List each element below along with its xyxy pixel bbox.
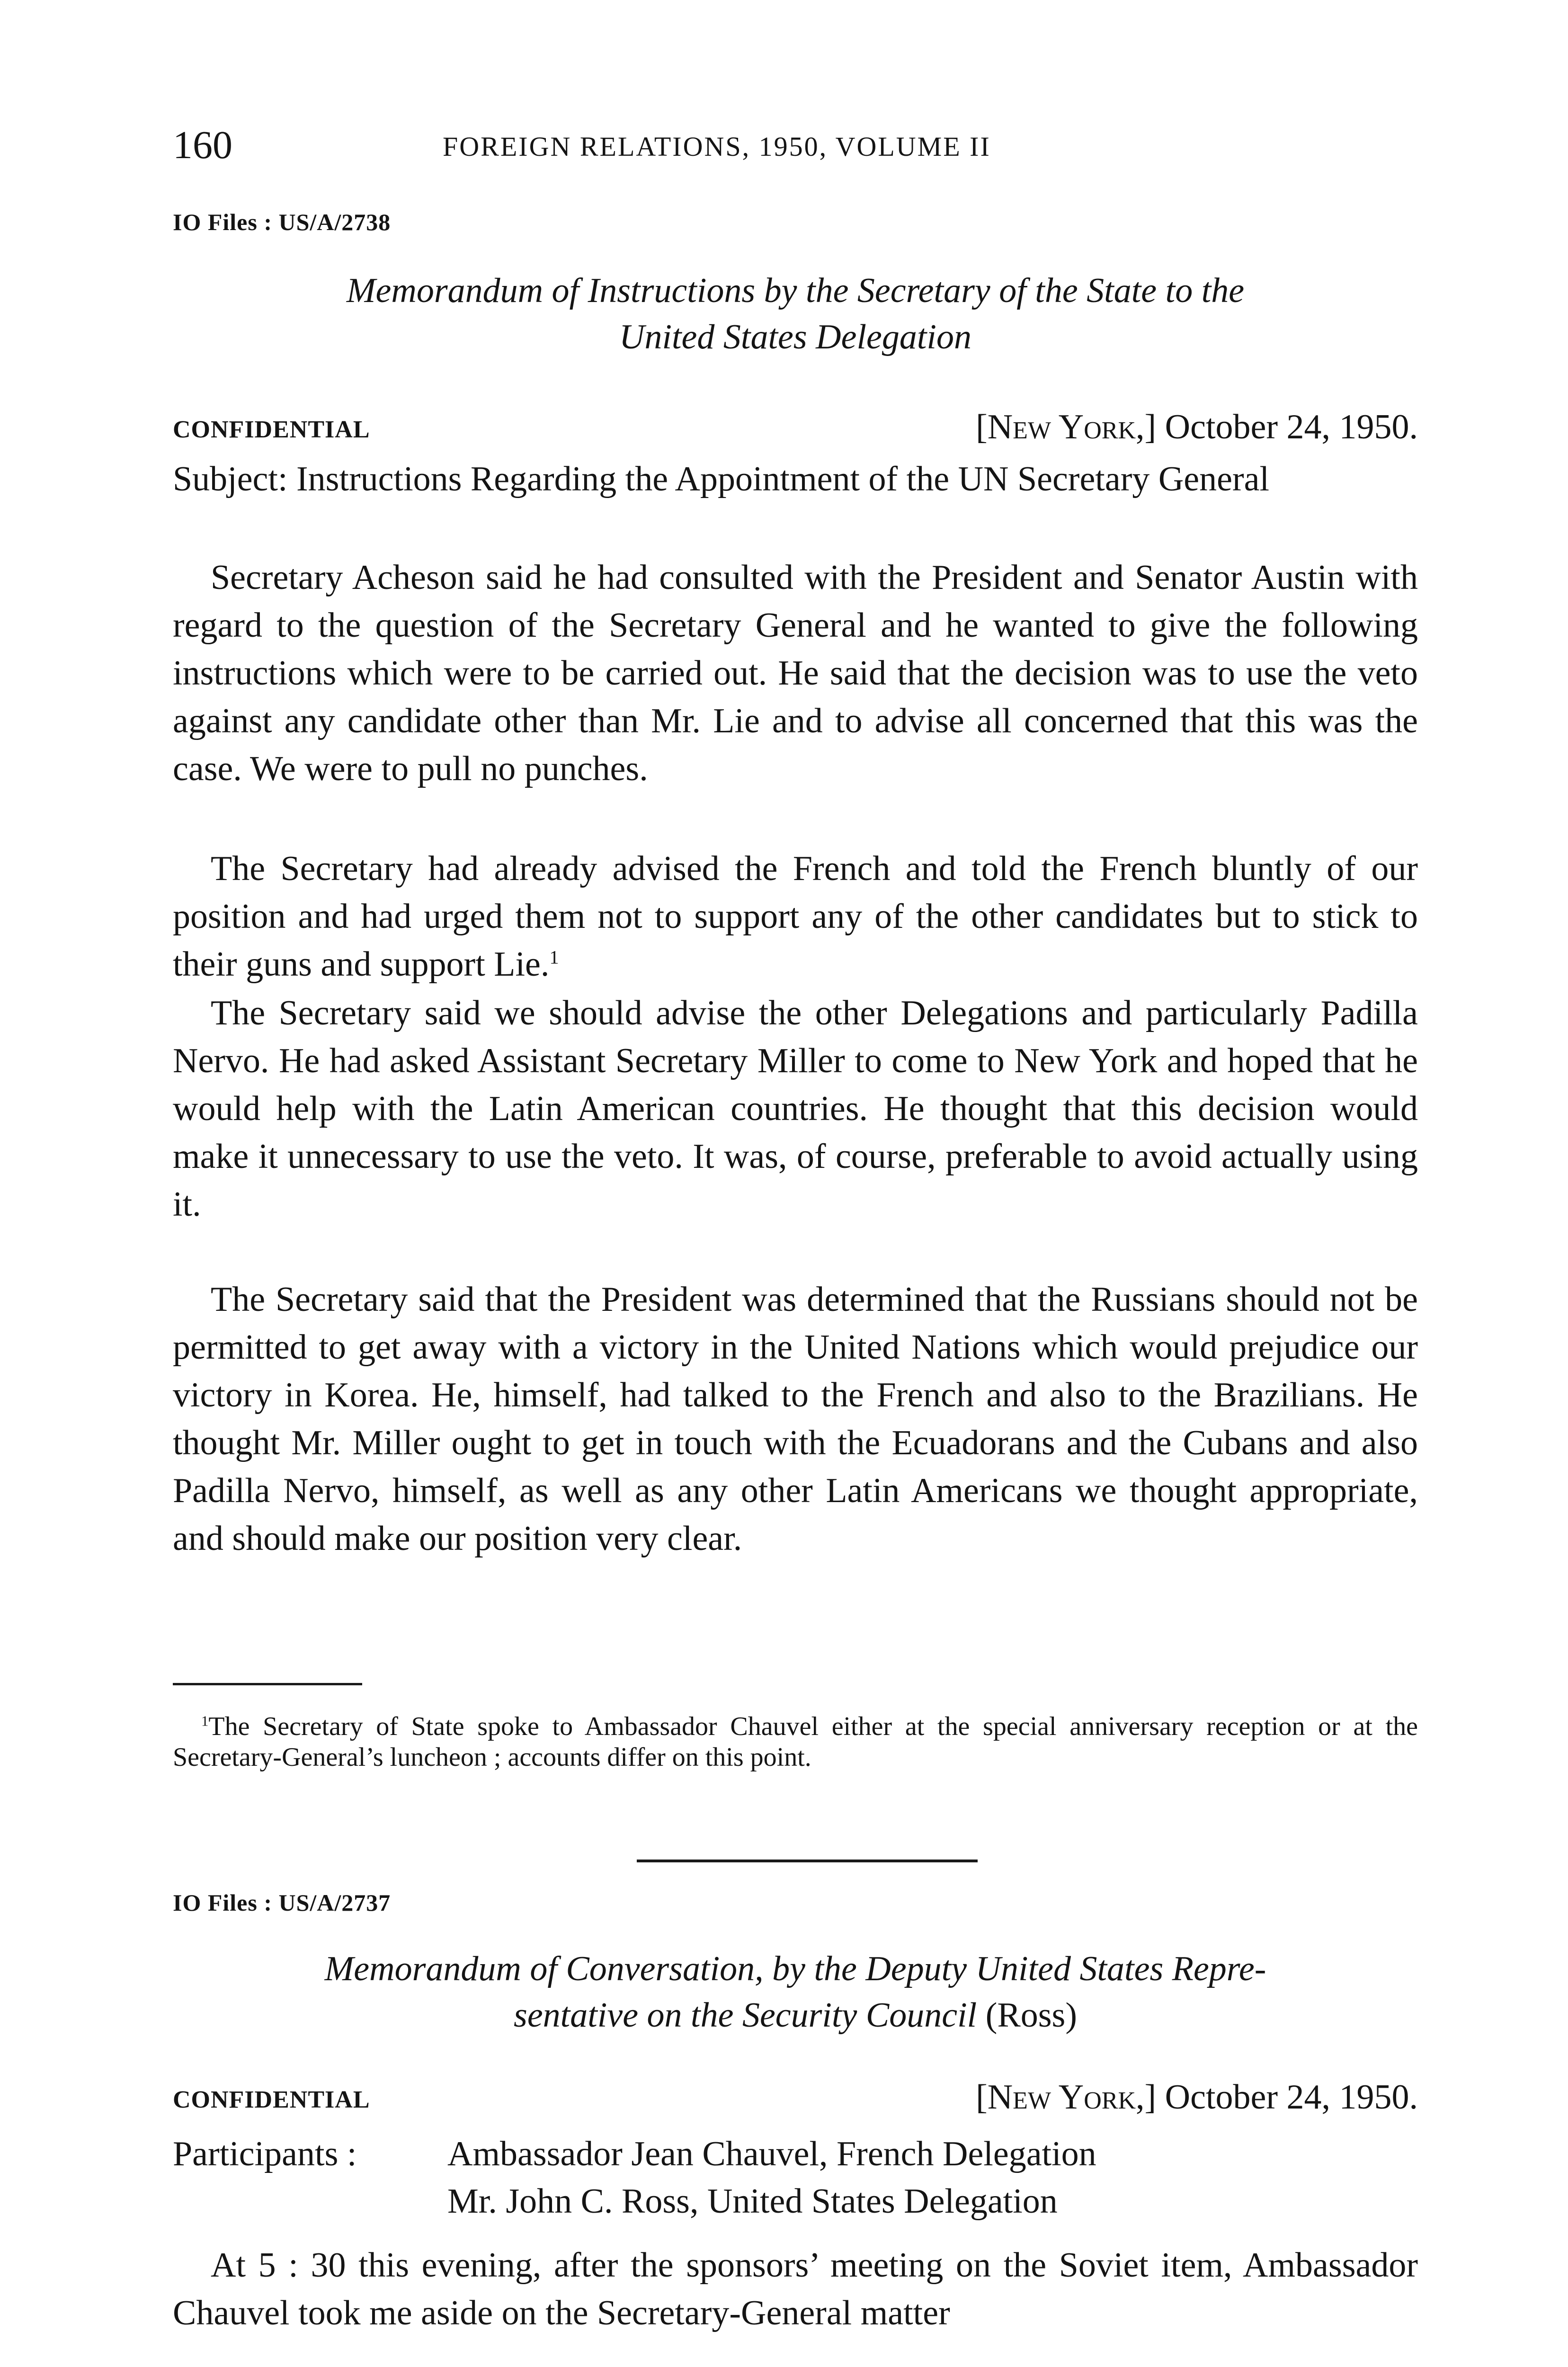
- place-date: [976, 2077, 1418, 2118]
- date: October 24, 1950.: [1165, 408, 1418, 446]
- place-date: [976, 407, 1418, 447]
- body-paragraph: Secretary Acheson said he had consulted with the President and Senator Austin with regard to the question of the Secretary General and he wanted to give the following instructions which were to be carried out. He said that the decision was to use the veto against any candidate other than Mr. Lie and to advise all concerned that this was the case. We were to pull no punches.: [173, 558, 1418, 788]
- classification-line: [173, 407, 1418, 454]
- participants-label: Participants :: [173, 2135, 357, 2173]
- footnote: [173, 1711, 1418, 1773]
- running-header: [173, 124, 1418, 167]
- place: [New York,]: [976, 2078, 1157, 2117]
- date: October 24, 1950.: [1165, 2078, 1418, 2117]
- participants-block: [173, 2130, 1418, 2225]
- section-divider: [637, 1860, 978, 1862]
- subject-line: [173, 455, 1418, 503]
- body-paragraph: The Secretary said we should advise the other Delegations and particularly Padilla Nervo. He had asked Assistant Secretary Miller to come to New York and hoped that he would help with the Latin American countries. He thought that this decision would make it unnecessary to use the veto. It was, of course, preferable to avoid actually using it.: [173, 994, 1418, 1224]
- title-line: [173, 1992, 1418, 2038]
- document-page: [173, 0, 1418, 2367]
- classification-line: [173, 2077, 1418, 2125]
- document-title: [173, 267, 1418, 360]
- title-name: (Ross): [985, 1996, 1077, 2035]
- body-paragraph: The Secretary said that the President was determined that the Russians should not be permitted to get away with a victory in the United Nations which would prejudice our victory in Korea. He, himself, had talked to the French and also to the Brazilians. He thought Mr. Miller ought to get in touch with the Ecuadorans and the Cubans and also Padilla Nervo, himself, as well as any other Latin Americans we thought appropriate, and should make our position very clear.: [173, 1280, 1418, 1558]
- participant: Mr. John C. Ross, United States Delegation: [447, 2182, 1058, 2221]
- footnote-rule: [173, 1683, 362, 1685]
- paragraph-text: The Secretary had already advised the French and told the French bluntly of our position and had urged them not to support any of the other candidates but to stick to their guns and support Lie.: [173, 849, 1418, 984]
- title-line: Memorandum of Conversation, by the Deputy United States Repre-: [324, 1949, 1266, 1988]
- place: [New York,]: [976, 408, 1157, 446]
- title-line: Memorandum of Instructions by the Secretary of the State to the: [346, 271, 1245, 310]
- body-paragraph: At 5 : 30 this evening, after the sponsors’ meeting on the Soviet item, Ambassador Chauvel took me aside on the Secretary-General matter: [173, 2246, 1418, 2332]
- running-head: FOREIGN RELATIONS, 1950, VOLUME II: [443, 131, 991, 162]
- body-paragraph: [173, 845, 1418, 988]
- file-reference: IO Files : US/A/2737: [173, 1889, 391, 1916]
- subject-label: Subject:: [173, 460, 288, 498]
- title-line: United States Delegation: [619, 318, 971, 356]
- classification-label: CONFIDENTIAL: [173, 416, 370, 443]
- subject-text: Instructions Regarding the Appointment of the UN Secretary General: [296, 460, 1270, 498]
- footnote-text: The Secretary of State spoke to Ambassador Chauvel either at the special anniversary reception or at the Secretary-General’s luncheon ; accounts differ on this point.: [173, 1712, 1418, 1772]
- file-reference: IO Files : US/A/2738: [173, 209, 391, 235]
- document-title: [173, 1946, 1418, 2038]
- title-text: sentative on the Security Council: [514, 1996, 977, 2035]
- footnote-marker: 1: [201, 1713, 209, 1729]
- page-number: 160: [173, 123, 232, 167]
- classification-label: CONFIDENTIAL: [173, 2086, 370, 2113]
- footnote-reference: 1: [549, 946, 559, 968]
- participant: Ambassador Jean Chauvel, French Delegation: [447, 2135, 1096, 2173]
